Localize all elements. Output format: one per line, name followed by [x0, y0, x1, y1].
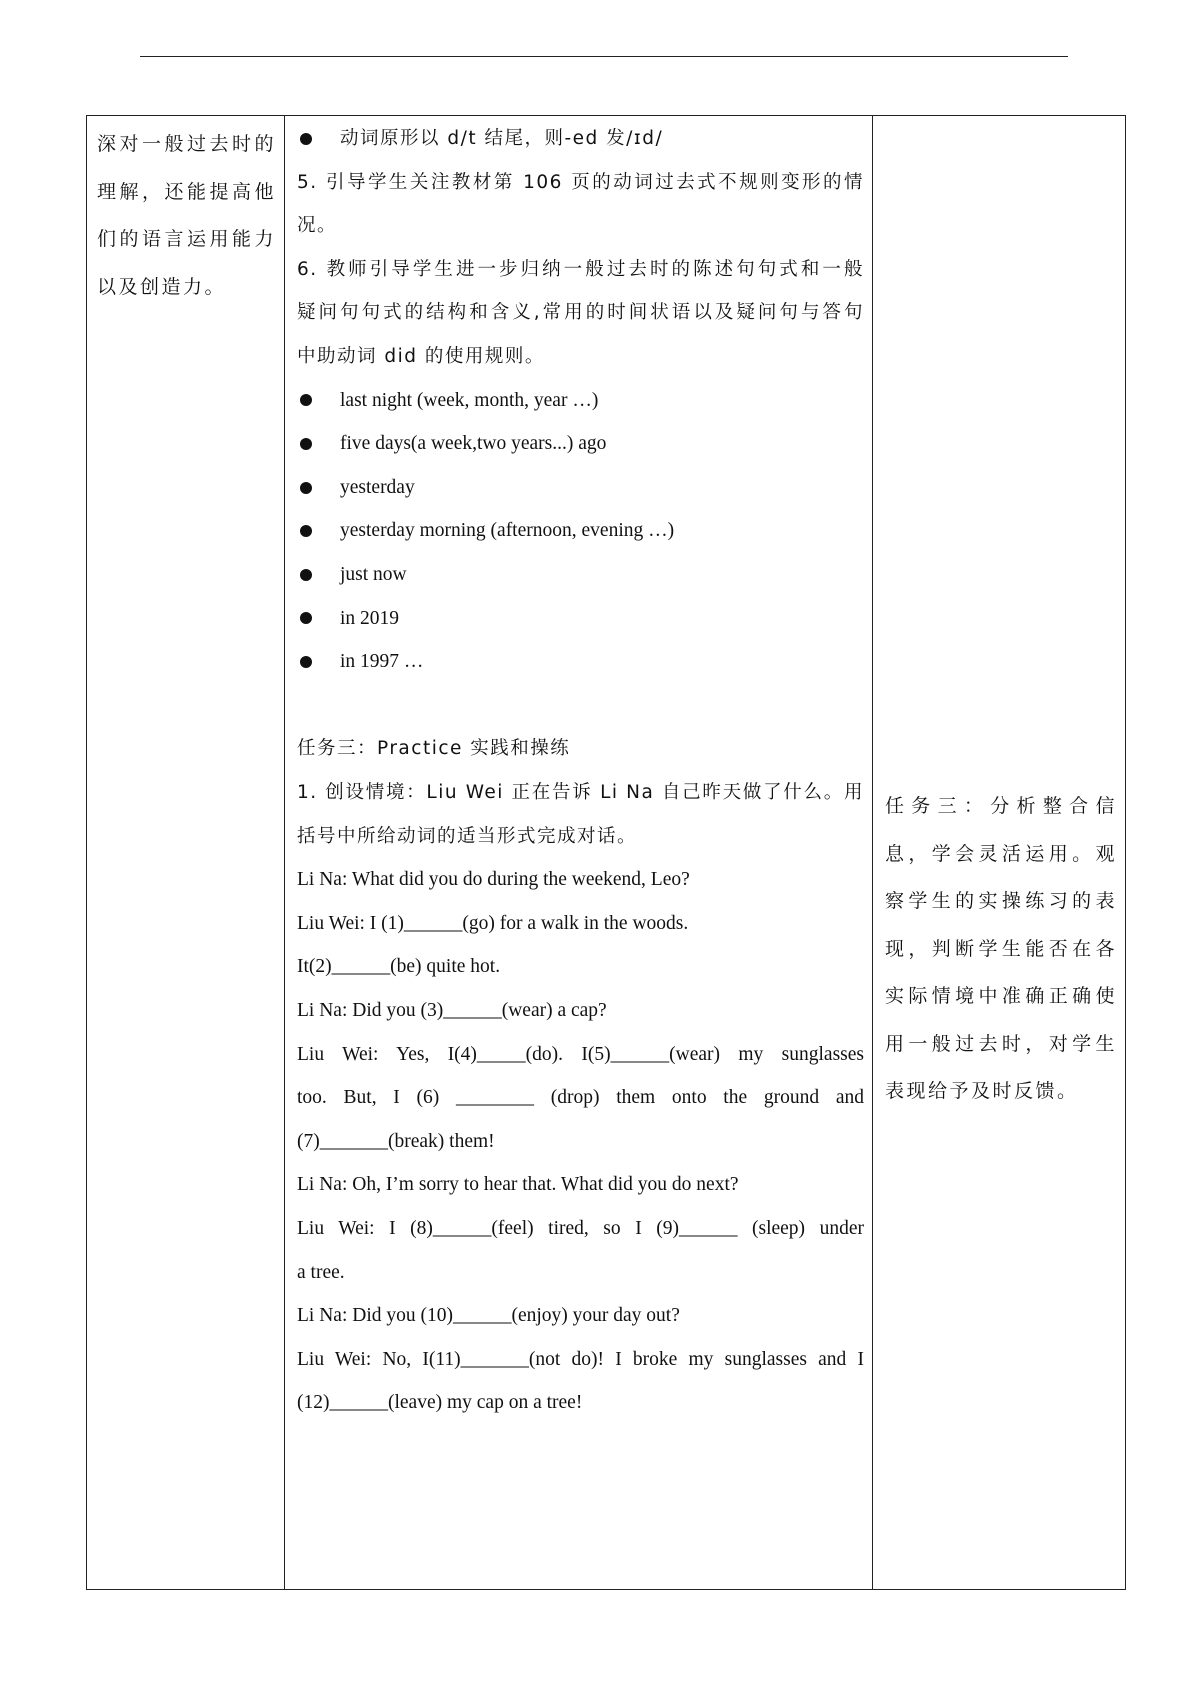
- text-line: too. But, I (6) ________ (drop) them onto the ground and: [297, 1087, 864, 1109]
- bullet-dot-icon: [300, 656, 312, 668]
- bullet-item: [297, 377, 864, 425]
- assessment-text: 任务三：分析整合信息，学会灵活运用。观察学生的实操练习的表现，判断学生能否在各实际情境中准确正确使用一般过去时，对学生表现给予及时反馈。: [885, 795, 1117, 1102]
- text-line: Liu Wei: I (8)______(feel) tired, so I (9)______ (sleep) under: [297, 1218, 864, 1239]
- text-line: Liu Wei: No, I(11)_______(not do)! I broke my sunglasses and I: [297, 1348, 864, 1370]
- bullet-dot-icon: [300, 133, 312, 145]
- bullet-text: five days(a week,two years...) ago: [340, 433, 607, 455]
- text-line: Li Na: Did you (3)______(wear) a cap?: [297, 1000, 607, 1021]
- bullet-item: [297, 507, 864, 555]
- text-line: It(2)______(be) quite hot.: [297, 956, 501, 978]
- bullet-item: [297, 420, 864, 468]
- assessment-column: [873, 116, 1125, 1589]
- text-line: 任务三：Practice 实践和操练: [297, 738, 571, 760]
- bullet-dot-icon: [300, 569, 312, 581]
- bullet-item: [297, 115, 864, 163]
- bullet-text: yesterday: [340, 476, 415, 498]
- text-line: Liu Wei: Yes, I(4)_____(do). I(5)______(wear) my sunglasses: [297, 1043, 864, 1065]
- bullet-text: just now: [340, 564, 407, 585]
- text-line: Li Na: What did you do during the weekend, Leo?: [297, 869, 690, 891]
- bullet-dot-icon: [300, 525, 312, 537]
- text-line: 5. 引导学生关注教材第 106 页的动词过去式不规则变形的情: [297, 171, 864, 193]
- bullet-dot-icon: [300, 438, 312, 450]
- text-line: 1. 创设情境：Liu Wei 正在告诉 Li Na 自己昨天做了什么。用: [297, 782, 864, 803]
- bullet-text: 动词原形以 d/t 结尾，则-ed 发/ɪd/: [340, 128, 664, 149]
- bullet-dot-icon: [300, 612, 312, 624]
- bullet-item: [297, 638, 864, 686]
- text-line: Liu Wei: I (1)______(go) for a walk in the woods.: [297, 912, 689, 934]
- header-rule: [140, 56, 1068, 57]
- text-line: a tree.: [297, 1261, 345, 1283]
- lesson-plan-table: [86, 115, 1126, 1590]
- text-line: 括号中所给动词的适当形式完成对话。: [297, 825, 638, 847]
- design-intent-column: [87, 116, 285, 1589]
- bullet-text: last night (week, month, year …): [340, 389, 599, 411]
- bullet-dot-icon: [300, 394, 312, 406]
- bullet-text: in 1997 …: [340, 651, 424, 673]
- design-intent-text: 深对一般过去时的理解，还能提高他们的语言运用能力以及创造力。: [97, 133, 276, 298]
- bullet-text: yesterday morning (afternoon, evening …): [340, 520, 675, 542]
- text-line: 况。: [297, 215, 338, 237]
- text-line: (7)_______(break) them!: [297, 1130, 495, 1152]
- bullet-dot-icon: [300, 482, 312, 494]
- bullet-text: in 2019: [340, 607, 400, 629]
- text-line: (12)______(leave) my cap on a tree!: [297, 1392, 583, 1414]
- text-line: Li Na: Did you (10)______(enjoy) your day out?: [297, 1305, 680, 1327]
- text-line: 6. 教师引导学生进一步归纳一般过去时的陈述句句式和一般: [297, 258, 864, 280]
- teaching-process-column: [285, 116, 873, 1589]
- bullet-item: [297, 551, 864, 599]
- bullet-item: [297, 595, 864, 643]
- text-line: 中助动词 did 的使用规则。: [297, 346, 545, 367]
- bullet-item: [297, 464, 864, 512]
- text-line: Li Na: Oh, I’m sorry to hear that. What did you do next?: [297, 1174, 739, 1196]
- text-line: 疑问句句式的结构和含义,常用的时间状语以及疑问句与答句: [297, 302, 864, 324]
